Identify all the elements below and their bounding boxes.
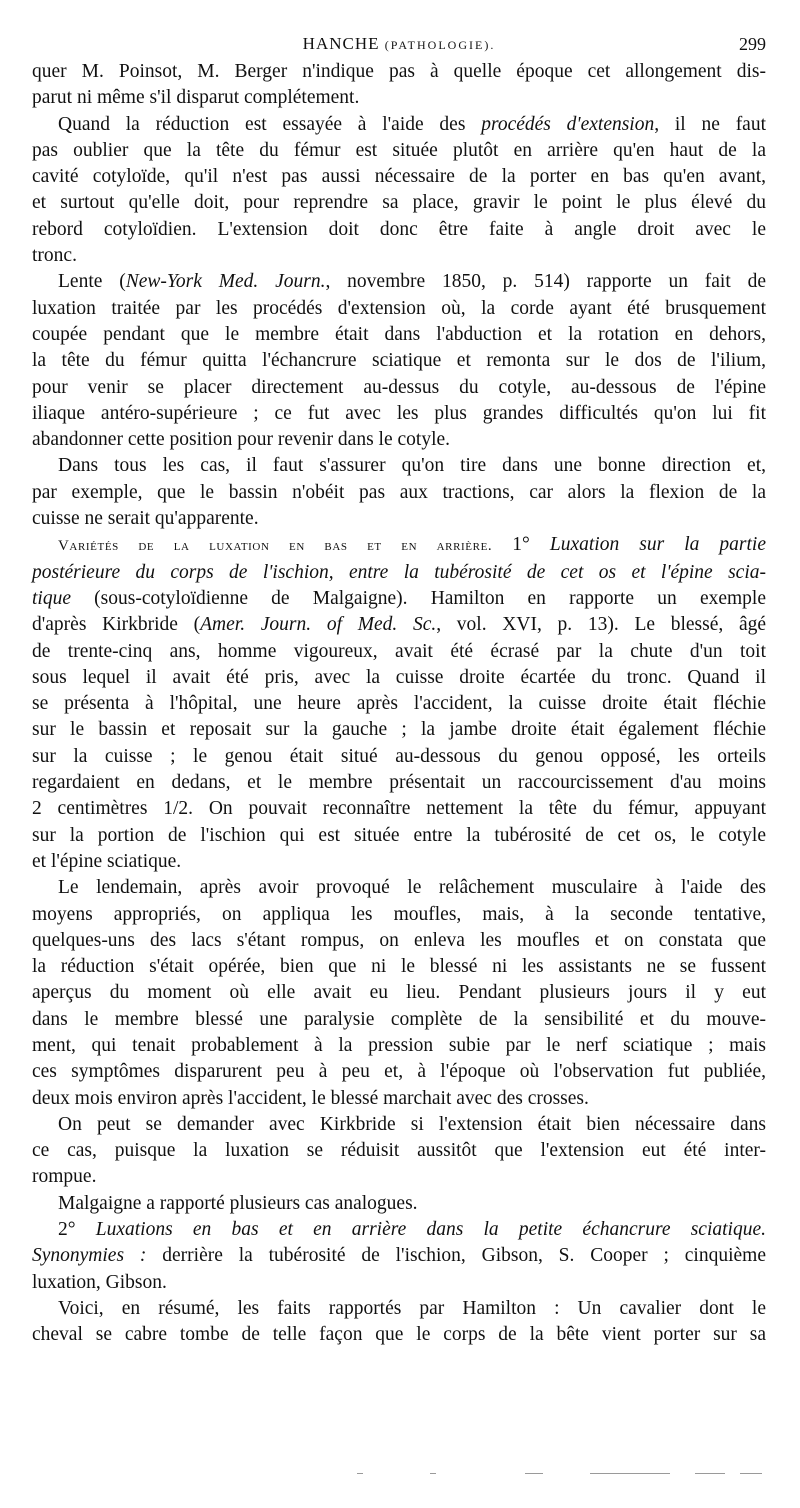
page-number: 299 [739, 34, 766, 54]
text-line: Variétés de la luxation en bas et en arrière. 1° Luxation sur la partie [58, 534, 766, 556]
text-line: Voici, en résumé, les faits rapportés par Hamilton : Un cavalier dont le [58, 1297, 766, 1319]
text-line: abandonner cette position pour revenir dans le cotyle. [32, 429, 451, 451]
text-line: sur la cuisse ; le genou était situé au-dessous du genou opposé, les orteils [32, 745, 766, 767]
text-line: tronc. [32, 245, 77, 267]
scan-speck [430, 1473, 436, 1474]
text-line: la tête du fémur quitta l'échancrure sciatique et remonta sur le dos de l'ilium, [32, 350, 766, 372]
text-line: rompue. [32, 1166, 97, 1188]
text-line: moyens appropriés, on appliqua les moufles, mais, à la seconde tentative, [32, 903, 766, 925]
text-line: quer M. Poinsot, M. Berger n'indique pas à quelle époque cet allongement dis- [32, 61, 766, 82]
text-line: Le lendemain, après avoir provoqué le relâchement musculaire à l'aide des [58, 877, 766, 899]
scan-speck [357, 1473, 363, 1474]
text-line: luxation traitée par les procédés d'extension où, la corde ayant été brusquement [32, 297, 766, 319]
header-word: HANCHE [302, 34, 380, 53]
text-line: iliaque antéro-supérieure ; ce fut avec les plus grandes difficultés qu'on lui fit [32, 402, 766, 424]
text-line: de trente-cinq ans, homme vigoureux, avait été écrasé par la chute d'un toit [32, 640, 766, 662]
text-line: cavité cotyloïde, qu'il n'est pas aussi nécessaire de la porter en bas qu'en avant, [32, 166, 766, 188]
text-line: Malgaigne a rapporté plusieurs cas analogues. [58, 1192, 418, 1214]
text-line: cuisse ne serait qu'apparente. [32, 508, 259, 530]
scan-speck [695, 1473, 725, 1474]
text-line: par exemple, que le bassin n'obéit pas aux tractions, car alors la flexion de la [32, 481, 766, 503]
scan-speck [740, 1473, 762, 1474]
text-line: 2° Luxations en bas et en arrière dans la petite échancrure sciatique. [58, 1219, 766, 1241]
text-line: ces symptômes disparurent peu à peu et, à l'époque où l'observation fut publiée, [32, 1061, 766, 1083]
text-line: quelques-uns des lacs s'étant rompus, on enleva les moufles et on constata que [32, 929, 766, 951]
text-line: Dans tous les cas, il faut s'assurer qu'on tire dans une bonne direction et, [58, 455, 766, 477]
text-line: sur le bassin et reposait sur la gauche ; la jambe droite était également fléchie [32, 719, 766, 741]
text-line: On peut se demander avec Kirkbride si l'extension était bien nécessaire dans [58, 1113, 766, 1135]
text-line: Lente (New-York Med. Journ., novembre 1850, p. 514) rapporte un fait de [58, 271, 766, 293]
scan-speck [590, 1473, 670, 1474]
text-line: regardaient en dedans, et le membre présentait un raccourcissement d'au moins [32, 772, 766, 794]
text-line: pour venir se placer directement au-dessus du cotyle, au-dessous de l'épine [32, 376, 766, 398]
body-text [32, 59, 766, 1349]
text-line: postérieure du corps de l'ischion, entre la tubérosité de cet os et l'épine scia- [32, 561, 766, 583]
text-line: se présenta à l'hôpital, une heure après l'accident, la cuisse droite était fléchie [32, 693, 766, 715]
text-line: dans le membre blessé une paralysie complète de la sensibilité et du mouve- [32, 1008, 766, 1030]
text-line: coupée pendant que le membre était dans l'abduction et la rotation en dehors, [32, 323, 766, 345]
text-line: d'après Kirkbride (Amer. Journ. of Med. Sc., vol. XVI, p. 13). Le blessé, âgé [32, 614, 766, 636]
text-line: rebord cotyloïdien. L'extension doit donc être faite à angle droit avec le [32, 218, 766, 240]
text-line: cheval se cabre tombe de telle façon que le corps de la bête vient porter sur sa [32, 1324, 766, 1346]
text-line: luxation, Gibson. [32, 1271, 167, 1293]
text-line: et l'épine sciatique. [32, 850, 182, 872]
text-line: sur la portion de l'ischion qui est située entre la tubérosité de cet os, le cotyle [32, 824, 766, 846]
running-title [32, 34, 766, 54]
text-line: tique (sous-cotyloïdienne de Malgaigne). Hamilton en rapporte un exemple [32, 587, 766, 609]
text-line: deux mois environ après l'accident, le blessé marchait avec des crosses. [32, 1087, 589, 1109]
running-header [32, 34, 766, 56]
scan-speck [525, 1473, 543, 1474]
header-section: (PATHOLOGIE). [384, 38, 496, 52]
text-line: sous lequel il avait été pris, avec la cuisse droite écartée du tronc. Quand il [32, 666, 766, 688]
text-line: pas oublier que la tête du fémur est située plutôt en arrière qu'en haut de la [32, 139, 766, 161]
text-line: parut ni même s'il disparut complétement. [32, 87, 360, 109]
text-line: ce cas, puisque la luxation se réduisit aussitôt que l'extension eut été inter- [32, 1140, 766, 1162]
text-line: la réduction s'était opérée, bien que ni le blessé ni les assistants ne se fussent [32, 956, 766, 978]
text-line: ment, qui tenait probablement à la pression subie par le nerf sciatique ; mais [32, 1034, 766, 1056]
text-line: 2 centimètres 1/2. On pouvait reconnaître nettement la tête du fémur, appuyant [32, 798, 766, 820]
text-line: Quand la réduction est essayée à l'aide des procédés d'extension, il ne faut [58, 113, 767, 135]
text-line: et surtout qu'elle doit, pour reprendre sa place, gravir le point le plus élevé du [32, 192, 766, 214]
text-line: aperçus du moment où elle avait eu lieu. Pendant plusieurs jours il y eut [32, 982, 766, 1004]
text-line: Synonymies : derrière la tubérosité de l'ischion, Gibson, S. Cooper ; cinquième [32, 1245, 766, 1267]
